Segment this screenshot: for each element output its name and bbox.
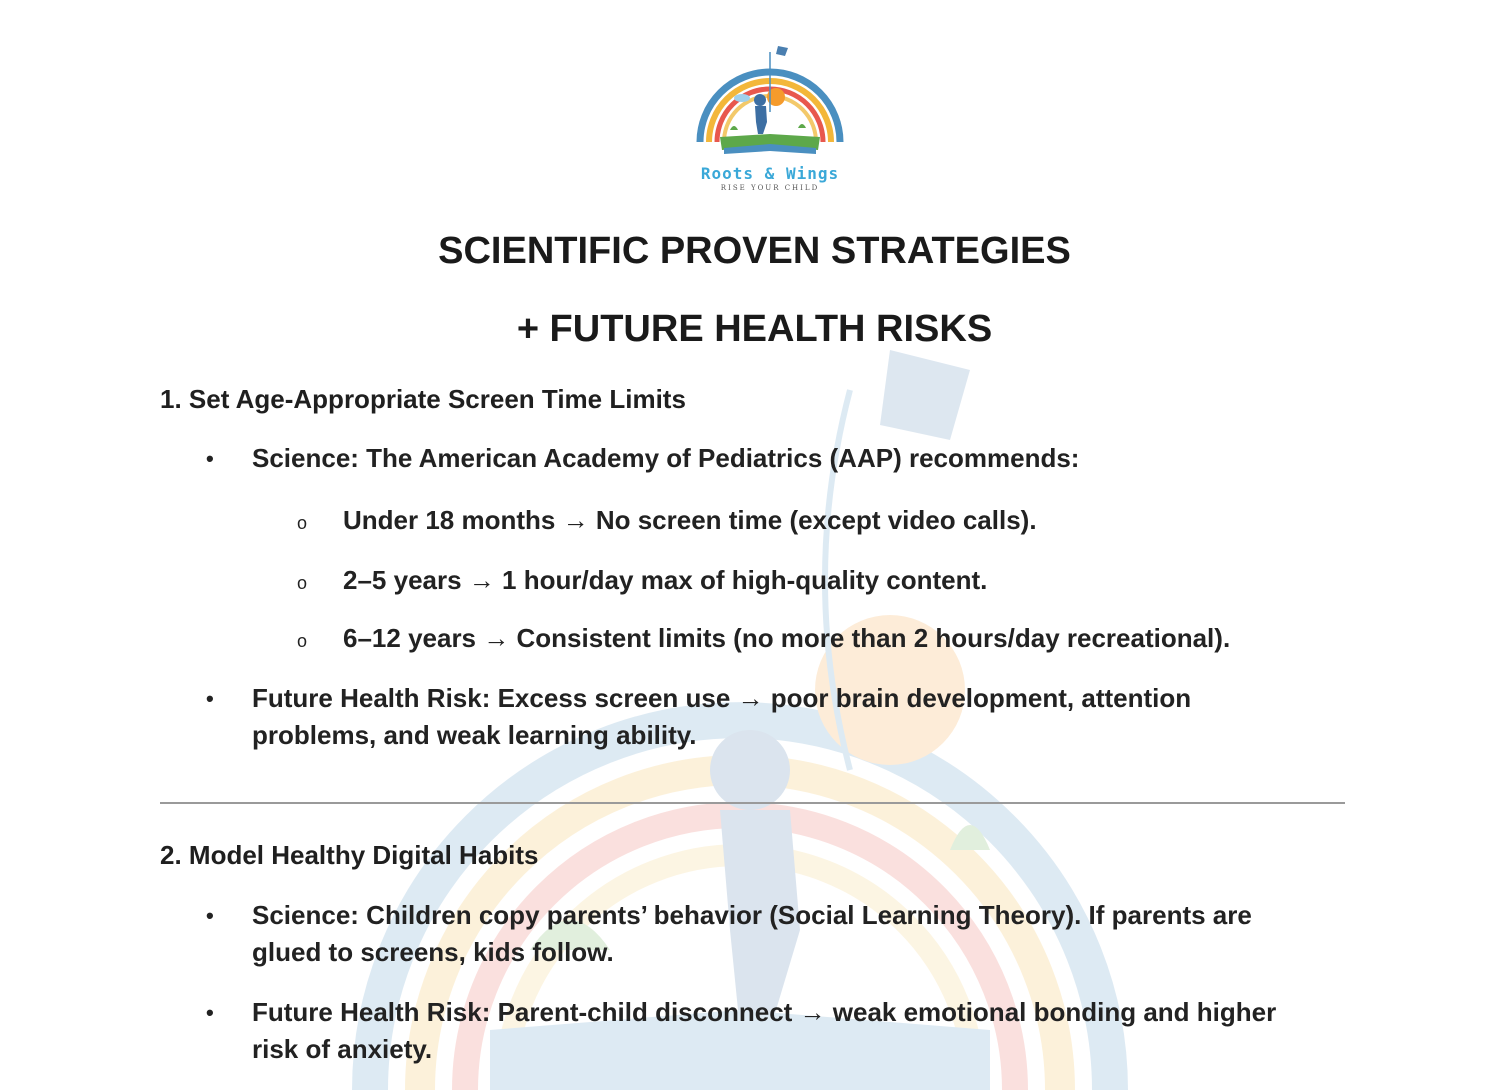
section-2-risk-item [206, 994, 1322, 1068]
section-1-science-text: Science: The American Academy of Pediatrics (AAP) recommends: [252, 443, 1080, 473]
sub-bullet-marker: o [297, 573, 308, 593]
roots-and-wings-logo [690, 42, 850, 202]
section-1-science-item [206, 440, 1322, 477]
section-2-science-item [206, 897, 1322, 971]
section-1-heading: 1. Set Age-Appropriate Screen Time Limits [160, 384, 686, 414]
bullet-marker: • [206, 446, 214, 471]
section-1-subitem-2 [297, 562, 1343, 599]
subitem-text: Under 18 months → No screen time (except video calls). [343, 505, 1037, 535]
bullet-marker: • [206, 686, 214, 711]
section-2-science-text: Science: Children copy parents’ behavior (Social Learning Theory). If parents are glued to screens, kids follow. [252, 900, 1252, 967]
bullet-marker: • [206, 903, 214, 928]
logo-title: Roots & Wings [700, 164, 840, 183]
section-2-heading: 2. Model Healthy Digital Habits [160, 840, 539, 870]
logo-rainbow-icon [690, 42, 850, 162]
section-1-subitem-3 [297, 620, 1343, 657]
page-title-line-1: SCIENTIFIC PROVEN STRATEGIES [438, 230, 1071, 272]
section-2-risk-text: Future Health Risk: Parent-child disconnect → weak emotional bonding and higher risk of anxiety. [252, 997, 1277, 1064]
logo-tagline: RISE YOUR CHILD [720, 184, 820, 192]
section-1-risk-text: Future Health Risk: Excess screen use → poor brain development, attention problems, and weak learning ability. [252, 683, 1192, 750]
sub-bullet-marker: o [297, 513, 308, 533]
page-title-line-2: + FUTURE HEALTH RISKS [516, 308, 993, 350]
subitem-text: 2–5 years → 1 hour/day max of high-quality content. [343, 565, 988, 595]
subitem-text: 6–12 years → Consistent limits (no more than 2 hours/day recreational). [343, 623, 1231, 653]
bullet-marker: • [206, 1000, 214, 1025]
section-1-subitem-1 [297, 502, 1343, 539]
sub-bullet-marker: o [297, 631, 308, 651]
section-divider [160, 802, 1345, 804]
section-1-risk-item [206, 680, 1322, 754]
